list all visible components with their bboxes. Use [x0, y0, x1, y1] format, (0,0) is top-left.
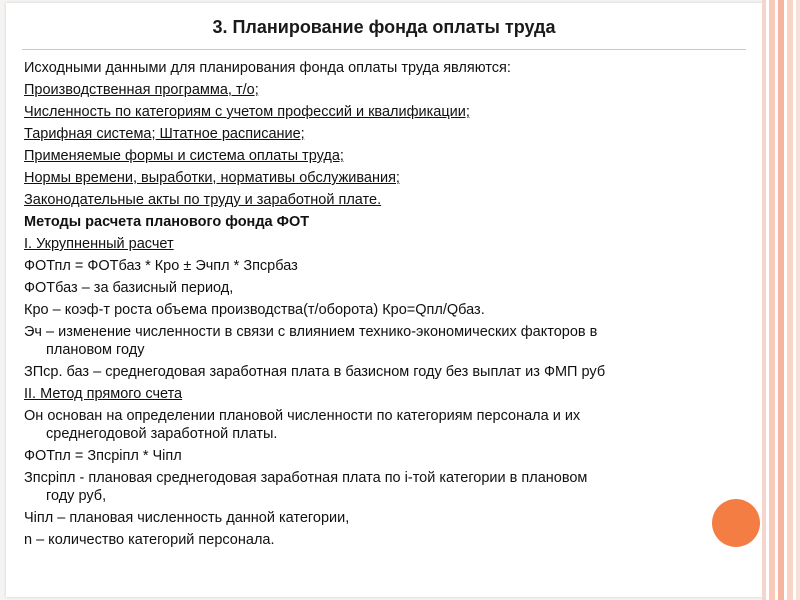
source-item-pay-forms: Применяемые формы и система оплаты труда;	[24, 148, 344, 164]
orange-circle-decoration	[712, 499, 760, 547]
intro-line: Исходными данными для планирования фонда оплаты труда являются:	[24, 60, 511, 76]
source-item-headcount: Численность по категориям с учетом профессий и квалификации;	[24, 104, 470, 120]
method-2-heading: II. Метод прямого счета	[24, 386, 183, 402]
decorative-stripes	[762, 0, 800, 600]
slide-body	[24, 59, 744, 553]
source-item-legislation: Законодательные акты по труду и заработной плате.	[24, 192, 382, 208]
definition-ech-text: Эч – изменение численности в связи с влиянием технико-экономических факторов в	[24, 324, 598, 340]
definition-chipl: Чiпл – плановая численность данной категории,	[24, 510, 350, 526]
formula-fot-aggregate: ФОТпл = ФОТбаз * Кро ± Эчпл * Зпсрбаз	[24, 258, 298, 274]
definition-zpsripl-continuation: году руб,	[46, 488, 107, 504]
slide-title: 3. Планирование фонда оплаты труда	[212, 17, 556, 37]
source-item-production-program: Производственная программа, т/о;	[24, 82, 259, 98]
methods-heading: Методы расчета планового фонда ФОТ	[24, 214, 310, 230]
definition-ech	[24, 323, 744, 359]
title-divider	[22, 49, 746, 50]
source-item-tariff-system: Тарифная система; Штатное расписание;	[24, 126, 305, 142]
method-2-description	[24, 407, 744, 443]
definition-zpsr-baz: ЗПср. баз – среднегодовая заработная плата в базисном году без выплат из ФМП руб	[24, 364, 606, 380]
definition-ech-continuation: плановом году	[46, 342, 145, 358]
definition-fotbaz: ФОТбаз – за базисный период,	[24, 280, 234, 296]
slide	[6, 3, 762, 597]
method-2-description-text: Он основан на определении плановой численности по категориям персонала и их	[24, 408, 581, 424]
definition-n: n – количество категорий персонала.	[24, 532, 275, 548]
method-2-description-continuation: среднегодовой заработной платы.	[46, 426, 278, 442]
source-item-norms: Нормы времени, выработки, нормативы обслуживания;	[24, 170, 400, 186]
definition-kro: Кро – коэф-т роста объема производства(т/оборота) Кро=Qпл/Qбаз.	[24, 302, 485, 318]
formula-fot-direct: ФОТпл = Зпсрiпл * Чiпл	[24, 448, 182, 464]
definition-zpsripl	[24, 469, 744, 505]
definition-zpsripl-text: Зпсрiпл - плановая среднегодовая заработная плата по i-той категории в плановом	[24, 470, 588, 486]
method-1-heading: I. Укрупненный расчет	[24, 236, 174, 252]
